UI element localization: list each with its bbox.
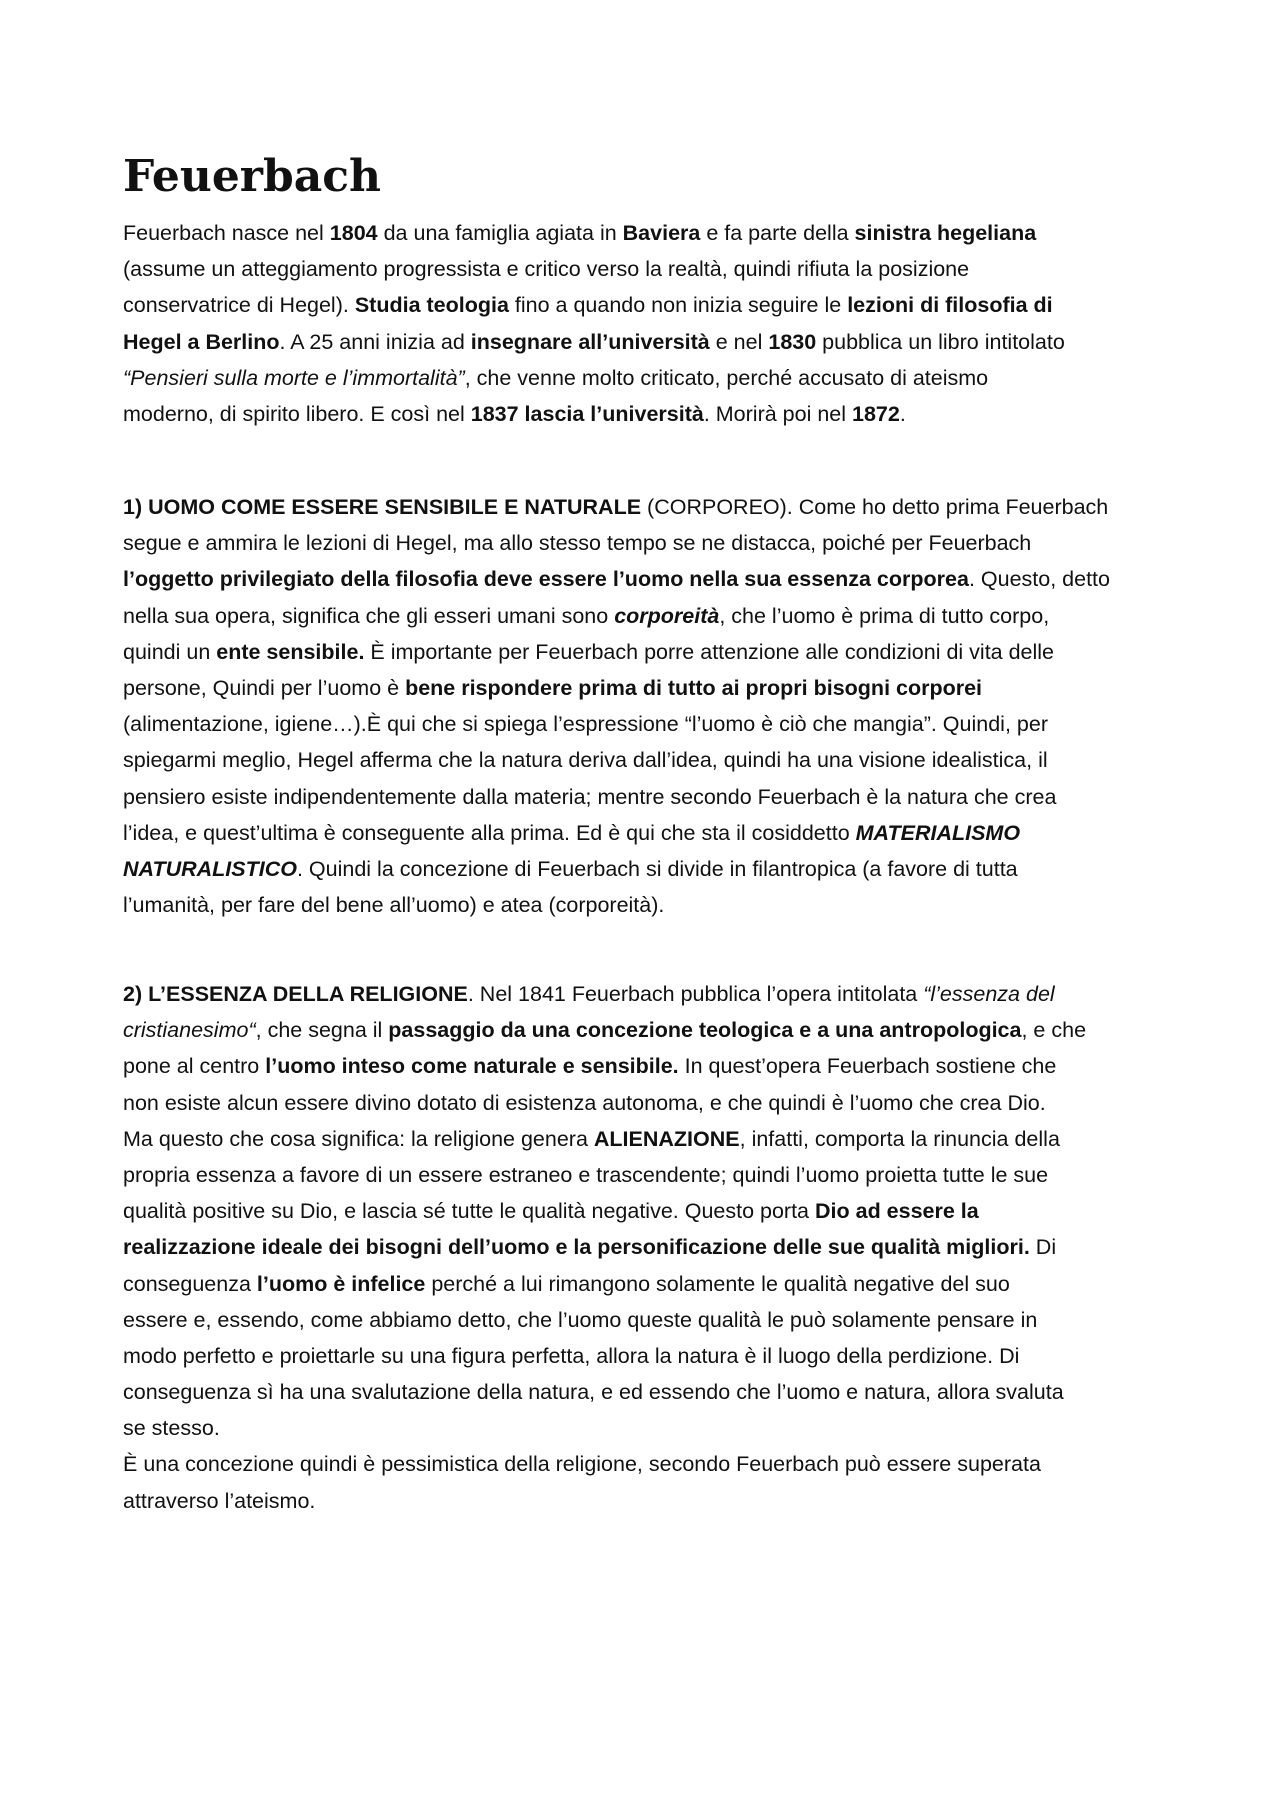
emphasis-run: bene rispondere prima di tutto ai propri bisogni corporei xyxy=(405,675,983,700)
text-line xyxy=(123,1266,1173,1302)
text-run: spiegarmi meglio, Hegel afferma che la natura deriva dall’idea, quindi ha una visione idealistica, il xyxy=(123,748,1048,773)
text-run: (alimentazione, igiene…).È qui che si spiega l’espressione “l’uomo è ciò che mangia”. Quindi, per xyxy=(123,712,1048,737)
text-line xyxy=(123,742,1173,778)
text-run: fino a quando non inizia seguire le xyxy=(508,293,848,318)
text-run: pone al centro xyxy=(123,1054,266,1079)
text-run: pensiero esiste indipendentemente dalla materia; mentre secondo Feuerbach è la natura che crea xyxy=(123,784,1057,809)
text-run: quindi un xyxy=(123,639,217,664)
text-run: pubblica un libro intitolato xyxy=(816,329,1065,354)
text-run: , e che xyxy=(1021,1018,1087,1043)
emphasis-run: Baviera xyxy=(622,221,701,245)
text-line xyxy=(123,360,1173,396)
text-run: . xyxy=(899,401,906,426)
text-run: qualità positive su Dio, e lascia sé tutte le qualità negative. Questo porta xyxy=(123,1199,815,1224)
text-line xyxy=(123,215,1173,251)
text-run: perché a lui rimangono solamente le qualità negative del suo xyxy=(425,1271,1010,1296)
emphasis-run: ente sensibile. xyxy=(216,639,365,664)
paragraph-essenza-religione xyxy=(123,976,1173,1519)
text-run: (assume un atteggiamento progressista e critico verso la realtà, quindi rifiuta la posizione xyxy=(123,257,970,282)
text-run: conseguenza sì ha una svalutazione della natura, e ed essendo che l’uomo e natura, allora svaluta xyxy=(123,1380,1064,1405)
text-run: segue e ammira le lezioni di Hegel, ma allo stesso tempo se ne distacca, poiché per Feuerbach xyxy=(123,531,1032,556)
text-run: non esiste alcun essere divino dotato di esistenza autonoma, e che quindi è l’uomo che crea Dio. xyxy=(123,1090,1046,1115)
text-line xyxy=(123,324,1173,360)
emphasis-run: “l’essenza del xyxy=(923,982,1055,1006)
text-line xyxy=(123,815,1173,851)
text-line xyxy=(123,1048,1173,1084)
emphasis-run: “Pensieri sulla morte e l’immortalità” xyxy=(123,365,465,390)
emphasis-run: l’uomo inteso come naturale e sensibile. xyxy=(265,1054,679,1079)
text-run: È importante per Feuerbach porre attenzione alle condizioni di vita delle xyxy=(364,639,1055,664)
emphasis-run: Hegel a Berlino xyxy=(123,329,280,354)
text-run: È una concezione quindi è pessimistica della religione, secondo Feuerbach può essere superata xyxy=(123,1452,1041,1477)
emphasis-run: 1) UOMO COME ESSERE SENSIBILE E NATURALE xyxy=(123,495,642,519)
text-run: , che segna il xyxy=(255,1018,389,1043)
text-line xyxy=(123,1374,1173,1410)
text-run: . Nel 1841 Feuerbach pubblica l’opera intitolata xyxy=(467,982,924,1006)
text-run: essere e, essendo, come abbiamo detto, che l’uomo queste qualità le può solamente pensare in xyxy=(123,1307,1038,1332)
emphasis-run: l’uomo è infelice xyxy=(256,1271,426,1296)
text-line xyxy=(123,1338,1173,1374)
text-line xyxy=(123,1229,1173,1265)
text-line xyxy=(123,1012,1173,1048)
emphasis-run: cristianesimo“ xyxy=(123,1018,256,1043)
text-line xyxy=(123,1085,1173,1121)
text-run: In quest’opera Feuerbach sostiene che xyxy=(678,1054,1057,1079)
text-line xyxy=(123,1483,1173,1519)
text-line xyxy=(123,887,1173,923)
text-run: , che venne molto criticato, perché accusato di ateismo xyxy=(464,365,989,390)
text-run: l’idea, e quest’ultima è conseguente alla prima. Ed è qui che sta il cosiddetto xyxy=(123,820,856,845)
text-line xyxy=(123,1446,1173,1482)
text-run: e fa parte della xyxy=(700,221,855,245)
text-line xyxy=(123,561,1173,597)
text-run: modo perfetto e proiettarle su una figura perfetta, allora la natura è il luogo della perdizione. Di xyxy=(123,1343,1020,1368)
text-line xyxy=(123,706,1173,742)
emphasis-run: ALIENAZIONE xyxy=(593,1126,740,1151)
text-run: , infatti, comporta la rinuncia della xyxy=(739,1126,1060,1151)
emphasis-run: MATERIALISMO xyxy=(855,820,1021,845)
emphasis-run: insegnare all’università xyxy=(470,329,710,354)
emphasis-run: lezioni di filosofia di xyxy=(847,293,1053,318)
emphasis-run: 1837 lascia l’università xyxy=(470,401,704,426)
document-title: Feuerbach xyxy=(123,151,382,202)
text-run: nella sua opera, significa che gli esseri umani sono xyxy=(123,603,615,628)
text-line xyxy=(123,670,1173,706)
emphasis-run: corporeità xyxy=(614,603,720,628)
text-run: e nel xyxy=(709,329,769,354)
text-run: . A 25 anni inizia ad xyxy=(279,329,471,354)
text-line xyxy=(123,851,1173,887)
text-line xyxy=(123,1193,1173,1229)
text-run: (CORPOREO). Come ho detto prima Feuerbach xyxy=(641,495,1109,519)
text-line xyxy=(123,1121,1173,1157)
text-run: , che l’uomo è prima di tutto corpo, xyxy=(719,603,1050,628)
emphasis-run: Studia teologia xyxy=(354,293,509,318)
text-line xyxy=(123,976,1173,1012)
text-run: . Morirà poi nel xyxy=(703,401,852,426)
text-line xyxy=(123,287,1173,323)
paragraph-uomo-sensibile xyxy=(123,489,1173,923)
emphasis-run: l’oggetto privilegiato della filosofia deve essere l’uomo nella sua essenza corporea xyxy=(123,567,969,592)
emphasis-run: 1830 xyxy=(768,329,817,354)
text-run: Ma questo che cosa significa: la religione genera xyxy=(123,1126,594,1151)
text-line xyxy=(123,1157,1173,1193)
emphasis-run: sinistra hegeliana xyxy=(854,221,1037,245)
emphasis-run: passaggio da una concezione teologica e a una antropologica xyxy=(388,1018,1022,1043)
text-run: conservatrice di Hegel). xyxy=(123,293,355,318)
text-line xyxy=(123,1302,1173,1338)
text-run: propria essenza a favore di un essere estraneo e trascendente; quindi l’uomo proietta tutte le sue xyxy=(123,1162,1049,1187)
text-line xyxy=(123,525,1173,561)
text-line xyxy=(123,396,1173,432)
text-run: moderno, di spirito libero. E così nel xyxy=(123,401,471,426)
text-run: attraverso l’ateismo. xyxy=(123,1488,316,1513)
text-run: l’umanità, per fare del bene all’uomo) e atea (corporeità). xyxy=(123,893,665,918)
text-run: Feuerbach nasce nel xyxy=(123,221,330,245)
text-line xyxy=(123,634,1173,670)
emphasis-run: realizzazione ideale dei bisogni dell’uomo e la personificazione delle sue qualità migliori. xyxy=(123,1235,1030,1260)
text-run: . Quindi la concezione di Feuerbach si divide in filantropica (a favore di tutta xyxy=(296,856,1018,881)
emphasis-run: NATURALISTICO xyxy=(123,856,297,881)
text-run: da una famiglia agiata in xyxy=(377,221,623,245)
emphasis-run: Dio ad essere la xyxy=(815,1199,979,1224)
text-line xyxy=(123,1410,1173,1446)
text-run: Di xyxy=(1029,1235,1057,1260)
text-line xyxy=(123,598,1173,634)
emphasis-run: 2) L’ESSENZA DELLA RELIGIONE xyxy=(123,982,468,1006)
emphasis-run: 1804 xyxy=(329,221,378,245)
text-run: se stesso. xyxy=(123,1416,220,1441)
text-run: persone, Quindi per l’uomo è xyxy=(123,675,406,700)
text-line xyxy=(123,251,1173,287)
text-run: conseguenza xyxy=(123,1271,257,1296)
paragraph-biography xyxy=(123,215,1173,432)
text-run: . Questo, detto xyxy=(968,567,1110,592)
text-line xyxy=(123,779,1173,815)
emphasis-run: 1872 xyxy=(852,401,900,426)
text-line xyxy=(123,489,1173,525)
